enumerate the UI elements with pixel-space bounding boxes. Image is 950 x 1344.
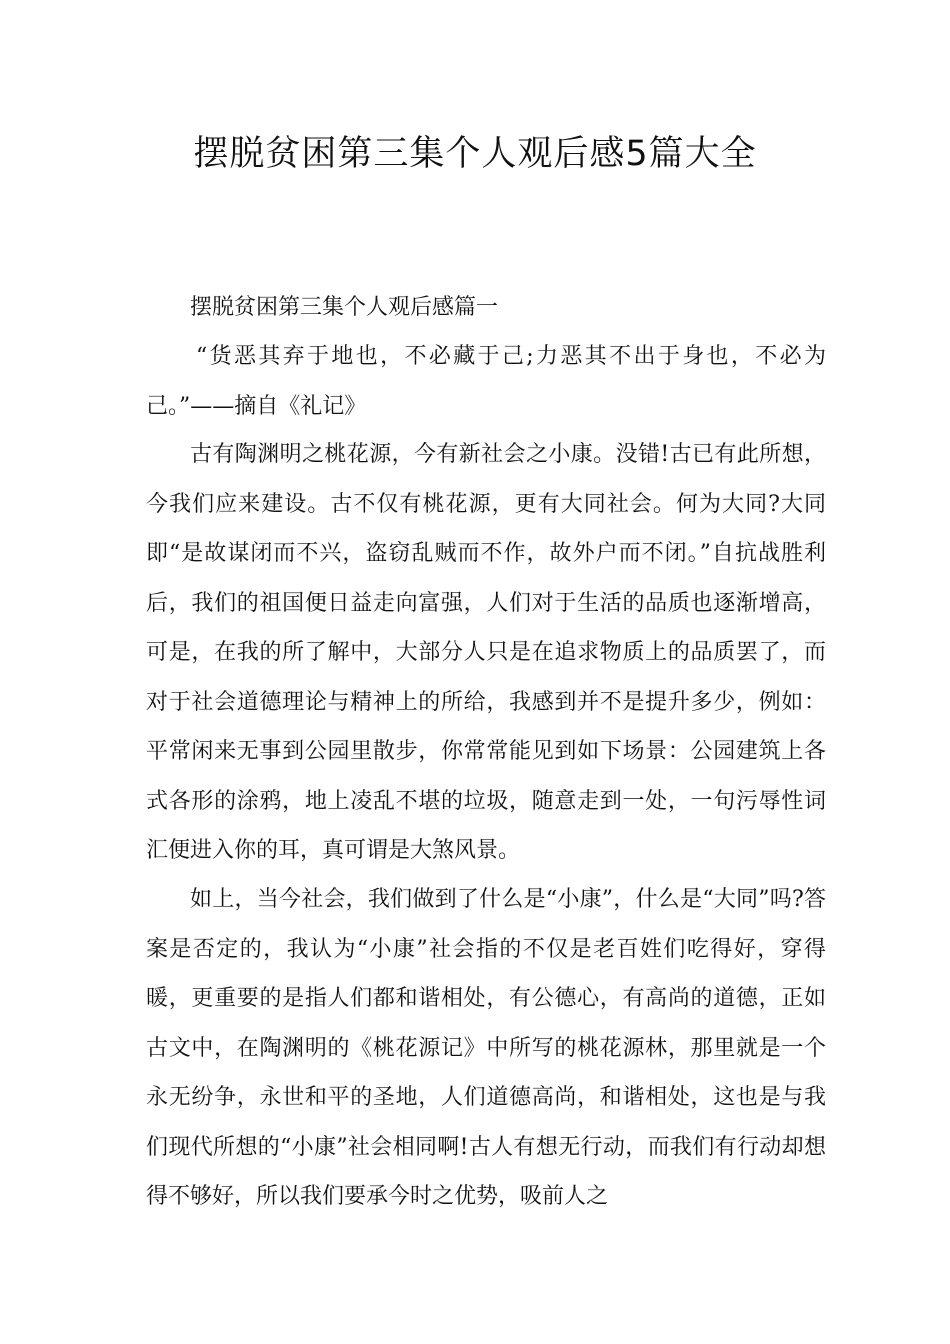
quote-paragraph: “货恶其弃于地也，不必藏于己;力恶其不出于身也，不必为己。”——摘自《礼记》 [146,344,826,419]
body-paragraph: 古有陶渊明之桃花源，今有新社会之小康。没错!古已有此所想，今我们应来建设。古不仅有桃花源，更有大同社会。何为大同?大同即“是故谋闭而不兴，盗窃乱贼而不作，故外户而不闭。”自抗战胜利后，我们的祖国便日益走向富强，人们对于生活的品质也逐渐增高，可是，在我的所了解中，大部分人只是在追求物质上的品质罢了，而对于社会道德理论与精神上的所给，我感到并不是提升多少，例如：平常闲来无事到公园里散步，你常常能见到如下场景：公园建筑上各式各形的涂鸦，地上凌乱不堪的垃圾，随意走到一处，一句污辱性词汇便进入你的耳，真可谓是大煞风景。 [146,442,826,863]
document-title: 摆脱贫困第三集个人观后感5篇大全 [193,134,757,174]
body-paragraph: 如上，当今社会，我们做到了什么是“小康”，什么是“大同”吗?答案是否定的，我认为“小康”社会指的不仅是老百姓们吃得好，穿得暖，更重要的是指人们都和谐相处，有公德心，有高尚的道德，正如古文中，在陶渊明的《桃花源记》中所写的桃花源林，那里就是一个永无纷争，永世和平的圣地，人们道德高尚，和谐相处，这也是与我们现代所想的“小康”社会相同啊!古人有想无行动，而我们有行动却想得不够好，所以我们要承今时之优势，吸前人之 [146,887,826,1209]
section-heading: 摆脱贫困第三集个人观后感篇一 [190,295,499,320]
